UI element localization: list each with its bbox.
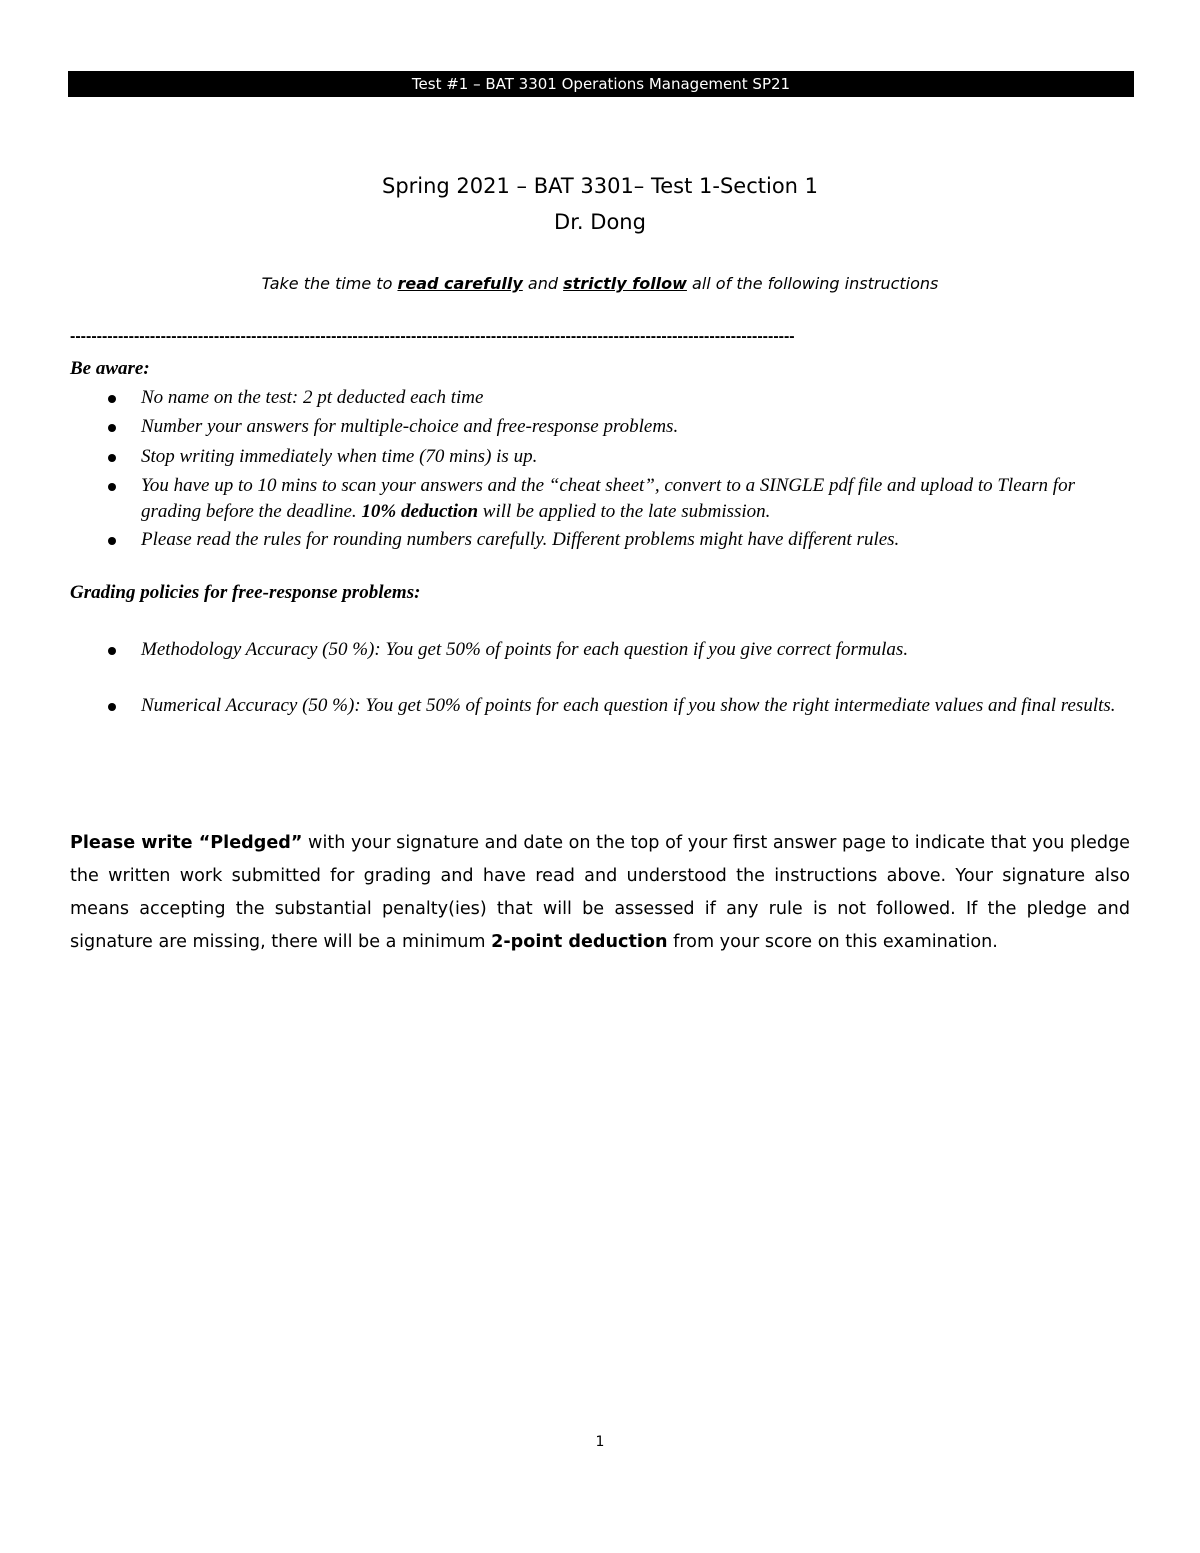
bullet-icon: [108, 483, 116, 491]
grading-policies-heading: Grading policies for free-response problems:: [70, 582, 421, 603]
instruction-line: [0, 274, 1200, 293]
pledge-deduction-emphasis: 2-point deduction: [491, 932, 668, 952]
list-item: Please read the rules for rounding numbers carefully. Different problems might have different rules.: [104, 527, 1134, 553]
bullet-icon: [108, 395, 116, 403]
grading-policies-list: [104, 637, 1134, 719]
list-item: Number your answers for multiple-choice and free-response problems.: [104, 414, 1134, 444]
be-aware-heading: Be aware:: [70, 358, 150, 379]
page-number: 1: [595, 1434, 605, 1450]
instruction-emphasis-read-carefully: read carefully: [397, 274, 523, 293]
bullet-icon: [108, 424, 116, 432]
list-item: Stop writing immediately when time (70 mins) is up.: [104, 444, 1134, 473]
list-item: No name on the test: 2 pt deducted each time: [104, 385, 1134, 414]
instructor-name: Dr. Dong: [554, 210, 646, 234]
bullet-icon: [108, 537, 116, 545]
instruction-text-3: all of the following instructions: [686, 274, 939, 293]
bullet-icon: [108, 647, 116, 655]
be-aware-list: [104, 385, 1134, 553]
instruction-text-1: Take the time to: [261, 274, 398, 293]
late-deduction-emphasis: 10% deduction: [361, 501, 479, 522]
bullet-icon: [108, 454, 116, 462]
bullet-icon: [108, 703, 116, 711]
pledge-emphasis: Please write “Pledged”: [70, 833, 303, 853]
page-header-text: Test #1 – BAT 3301 Operations Management SP21: [411, 75, 791, 93]
list-item: Numerical Accuracy (50 %): You get 50% of points for each question if you show the right intermediate values and final results.: [104, 693, 1134, 719]
list-item: You have up to 10 mins to scan your answers and the “cheat sheet”, convert to a SINGLE pdf file and upload to Tlearn for grading before the deadline. 10% deduction will be applied to the late submission.: [104, 473, 1134, 527]
instruction-text-2: and: [522, 274, 564, 293]
page-header-bar: [68, 71, 1134, 97]
instruction-emphasis-strictly-follow: strictly follow: [563, 274, 687, 293]
document-title: Spring 2021 – BAT 3301– Test 1-Section 1: [381, 174, 819, 198]
pledge-paragraph: Please write “Pledged” with your signature and date on the top of your first answer page to indicate that you pledge the written work submitted for grading and have read and understood the instructions above. Your signature also means accepting the substantial penalty(ies) that will be assessed if any rule is not followed. If the pledge and signature are missing, there will be a minimum 2-point deduction from your score on this examination.: [70, 833, 1131, 952]
list-item: Methodology Accuracy (50 %): You get 50% of points for each question if you give correct formulas.: [104, 637, 1134, 693]
dashed-separator: ----------------------------------------------------------------------------------------------------------------------------------------: [70, 328, 795, 345]
